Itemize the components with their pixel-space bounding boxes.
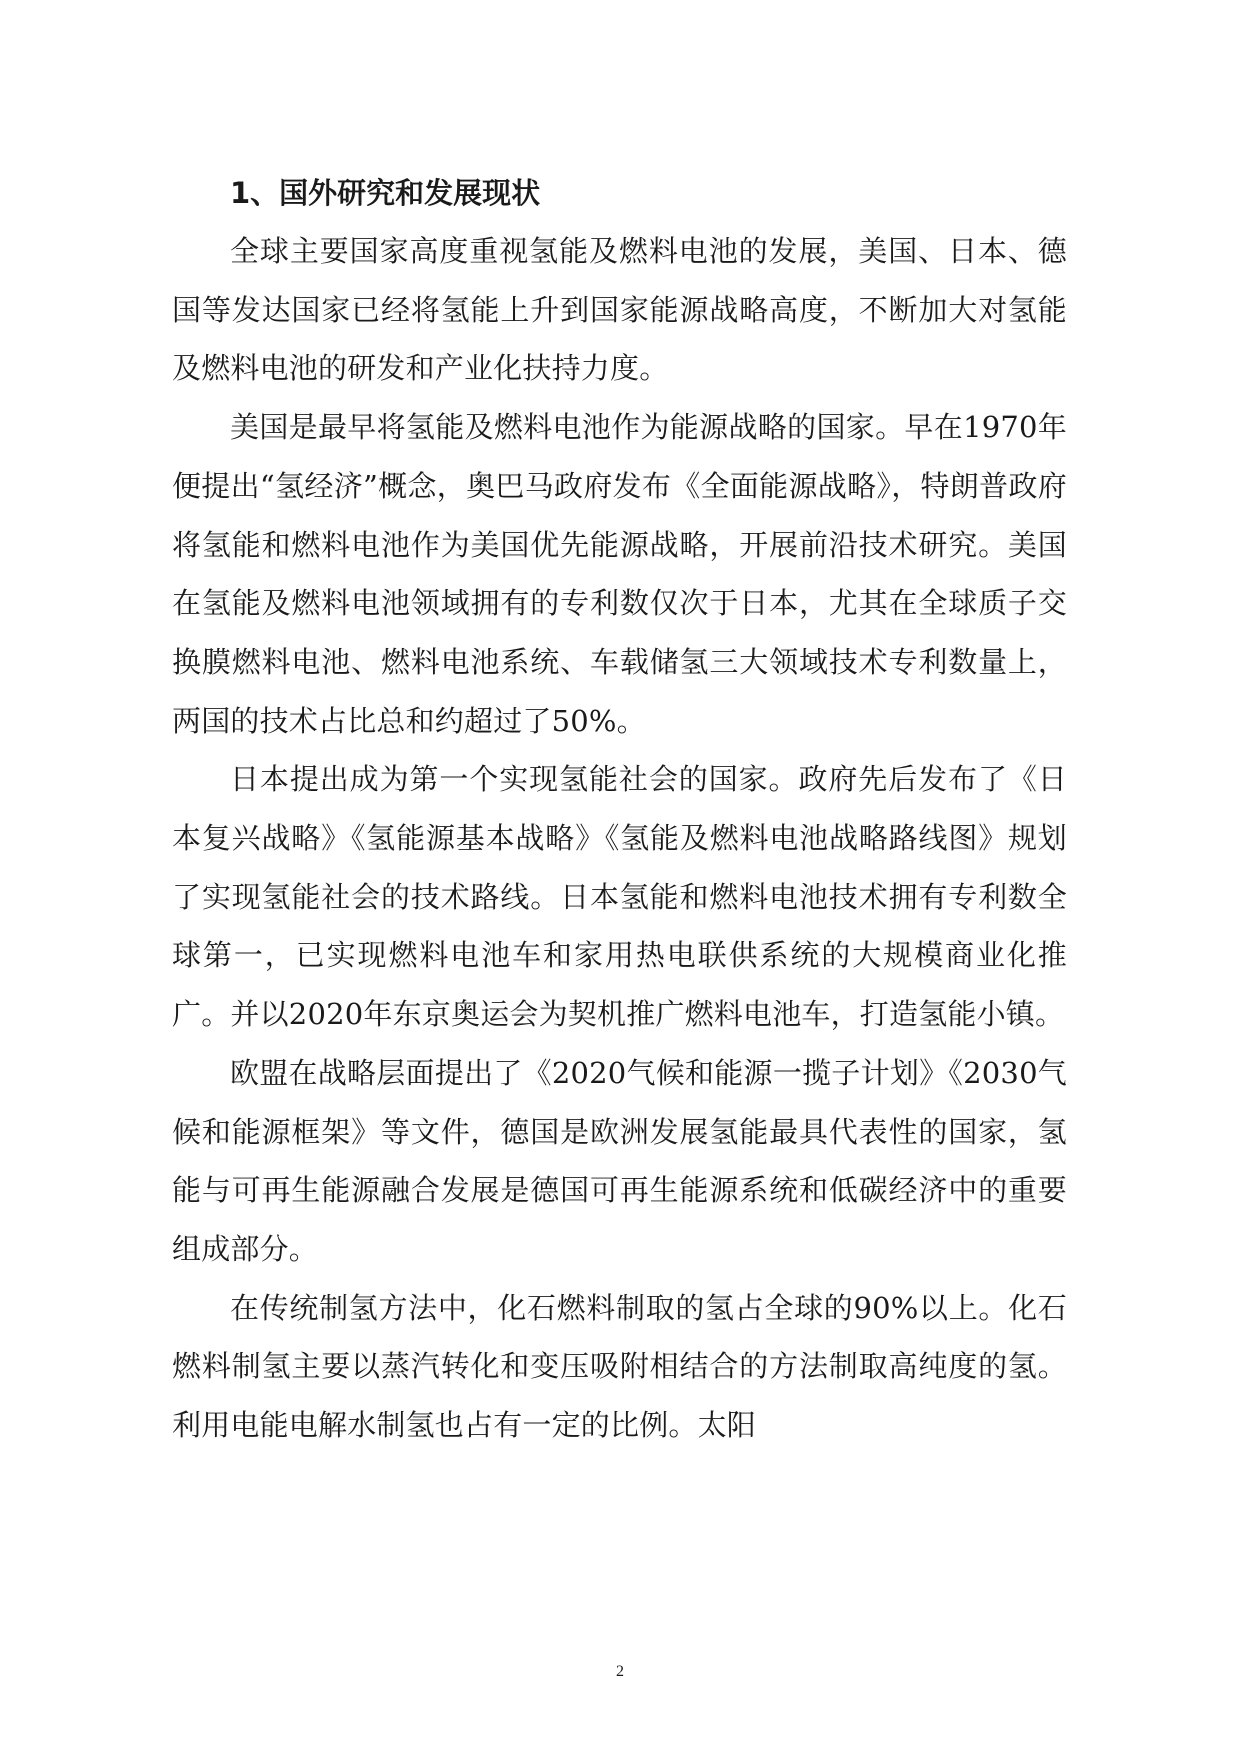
paragraph-global-overview: 全球主要国家高度重视氢能及燃料电池的发展，美国、日本、德国等发达国家已经将氢能上升到国家能源战略高度，不断加大对氢能及燃料电池的研发和产业化扶持力度。 — [172, 234, 1067, 386]
paragraph-hydrogen-production: 在传统制氢方法中，化石燃料制取的氢占全球的90%以上。化石燃料制氢主要以蒸汽转化和变压吸附相结合的方法制取高纯度的氢。利用电能电解水制氢也占有一定的比例。太阳 — [172, 1290, 1067, 1443]
paragraph-eu-germany: 欧盟在战略层面提出了《2020气候和能源一揽子计划》《2030气候和能源框架》等文件，德国是欧洲发展氢能最具代表性的国家，氢能与可再生能源融合发展是德国可再生能源系统和低碳经济中的重要组成部分。 — [172, 1055, 1067, 1266]
paragraph-japan: 日本提出成为第一个实现氢能社会的国家。政府先后发布了《日本复兴战略》《氢能源基本战略》《氢能及燃料电池战略路线图》规划了实现氢能社会的技术路线。日本氢能和燃料电池技术拥有专利数全球第一，已实现燃料电池车和家用热电联供系统的大规模商业化推广。并以2020年东京奥运会为契机推广燃料电池车，打造氢能小镇。 — [172, 762, 1067, 1032]
paragraph-united-states: 美国是最早将氢能及燃料电池作为能源战略的国家。早在1970年便提出“氢经济”概念，奥巴马政府发布《全面能源战略》，特朗普政府将氢能和燃料电池作为美国优先能源战略，开展前沿技术研究。美国在氢能及燃料电池领域拥有的专利数仅次于日本，尤其在全球质子交换膜燃料电池、燃料电池系统、车载储氢三大领域技术专利数量上，两国的技术占比总和约超过了50%。 — [172, 410, 1067, 738]
page-body — [172, 164, 1067, 1455]
section-heading: 1、国外研究和发展现状 — [230, 176, 541, 210]
page-number: 2 — [616, 1663, 624, 1680]
